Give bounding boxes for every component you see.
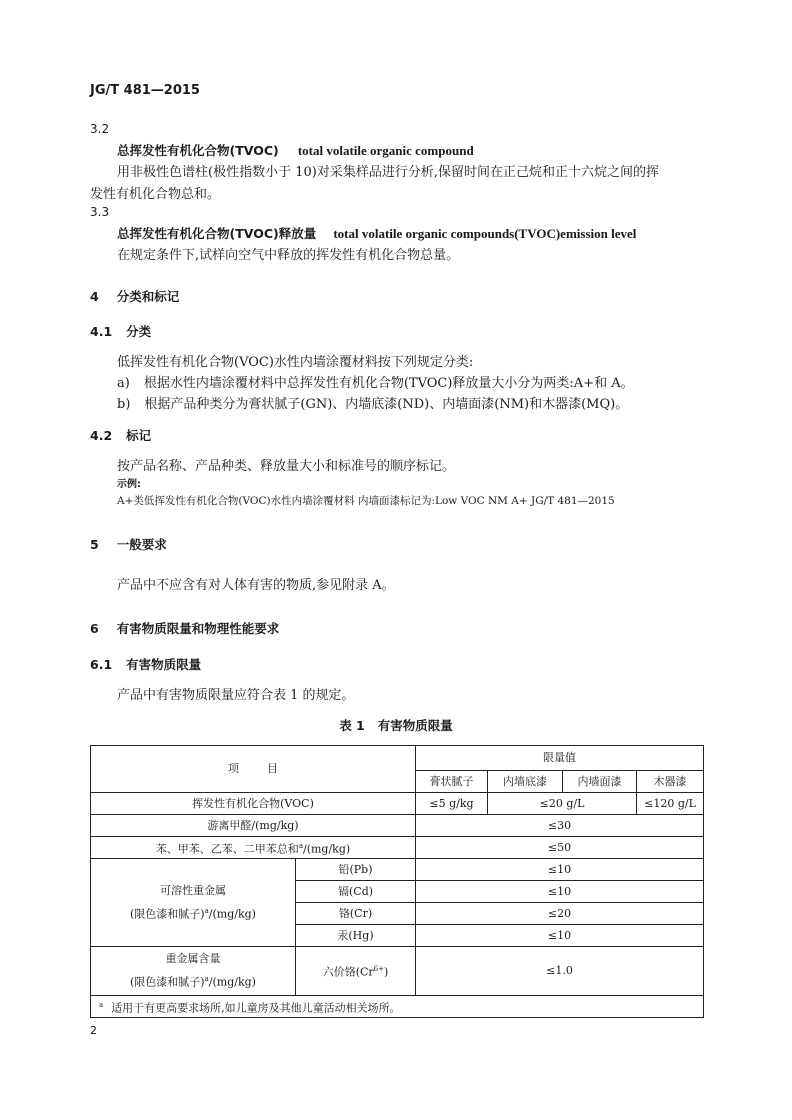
section-6-heading [90,619,279,637]
section-number: 4.1 [90,324,113,339]
formaldehyde-value: ≤30 [416,815,704,837]
cr-label: 铬(Cr) [296,903,416,925]
standard-number: JG/T 481—2015 [90,83,200,98]
hg-label: 汞(Hg) [296,925,416,947]
section-title: 分类和标记 [116,289,180,304]
list-text: 根据产品种类分为膏状腻子(GN)、内墙底漆(ND)、内墙面漆(NM)和木器漆(MQ)。 [144,397,629,412]
example-label: 示例: [117,479,141,490]
pb-value: ≤10 [416,859,704,881]
section-number: 5 [90,537,99,552]
table-row [91,947,704,996]
section-title: 分类 [126,324,152,339]
section-number: 6.1 [90,657,113,672]
list-marker: b) [117,397,131,412]
voc-gn-value: ≤5 g/kg [416,793,488,815]
section-4-2-heading [90,426,151,444]
table-row [91,859,704,881]
classification-item-b [117,393,628,412]
col-mq: 木器漆 [637,771,704,793]
benzene-value: ≤50 [416,837,704,859]
clause-3-2-term [117,140,474,159]
clause-3-2-definition-line2: 发性有机化合物总和。 [90,187,221,202]
clause-3-3-definition: 在规定条件下,试样向空气中释放的挥发性有机化合物总量。 [117,248,460,263]
cr6-label: 六价铬$(Cr^{6+})$ [296,947,416,996]
table-row [91,815,704,837]
header-item: 项 目 [91,746,416,793]
clause-3-3-term [117,223,636,242]
section-number: 4.2 [90,428,113,443]
section-number: 6 [90,621,99,636]
soluble-heavy-metal-label: 可溶性重金属 (限色漆和腻子)$^a$/(mg/kg) [91,859,296,947]
classification-intro: 低挥发性有机化合物(VOC)水性内墙涂覆材料按下列规定分类: [117,355,474,370]
col-nm: 内墙面漆 [563,771,637,793]
voc-mq-value: ≤120 g/L [637,793,704,815]
heavy-metal-content-label: 重金属含量 (限色漆和腻子)$^a$/(mg/kg) [91,947,296,996]
marking-text: 按产品名称、产品种类、释放量大小和标准号的顺序标记。 [117,459,456,474]
term-en: total volatile organic compounds(TVOC)emission level [333,226,637,241]
section-title: 一般要求 [116,537,167,552]
table-row [91,837,704,859]
section-title: 有害物质限量和物理性能要求 [116,621,280,636]
voc-nd-nm-value: ≤20 g/L [488,793,637,815]
voc-label: 挥发性有机化合物(VOC) [91,793,416,815]
clause-3-2-definition-line1: 用非极性色谱柱(极性指数小于 10)对采集样品进行分析,保留时间在正己烷和正十六烷之间的挥 [117,165,659,180]
cr6-value: ≤1.0 [416,947,704,996]
hg-value: ≤10 [416,925,704,947]
cd-label: 镉(Cd) [296,881,416,903]
section-4-1-heading [90,322,151,340]
term-en: total volatile organic compound [297,143,474,158]
classification-item-a [117,372,634,391]
formaldehyde-label: 游离甲醛/(mg/kg) [91,815,416,837]
table-row [91,793,704,815]
example-text: A+类低挥发性有机化合物(VOC)水性内墙涂覆材料 内墙面漆标记为:Low VOC NM A+ JG/T 481—2015 [117,495,615,507]
section-title: 有害物质限量 [126,657,202,672]
cd-value: ≤10 [416,881,704,903]
clause-3-2-number: 3.2 [90,122,110,136]
section-title: 标记 [126,428,152,443]
clause-3-3-number: 3.3 [90,205,110,219]
harmful-limit-text: 产品中有害物质限量应符合表 1 的规定。 [117,688,355,703]
header-limit: 限量值 [416,746,704,771]
term-cn: 总挥发性有机化合物(TVOC) [117,143,279,158]
section-4-heading [90,287,179,305]
section-6-1-heading [90,655,201,673]
col-gn: 膏状腻子 [416,771,488,793]
cr-value: ≤20 [416,903,704,925]
col-nd: 内墙底漆 [488,771,563,793]
benzene-label: 苯、甲苯、乙苯、二甲苯总和$^a$/(mg/kg) [91,837,416,859]
list-text: 根据水性内墙涂覆材料中总挥发性有机化合物(TVOC)释放量大小分为两类:A+和 A。 [143,376,634,391]
table-footnote-row [91,996,704,1018]
harmful-substance-table [90,745,704,1018]
page-number: 2 [90,1024,97,1037]
term-cn: 总挥发性有机化合物(TVOC)释放量 [117,226,317,241]
section-5-heading [90,535,167,553]
general-requirement-text: 产品中不应含有对人体有害的物质,参见附录 A。 [117,578,395,593]
section-number: 4 [90,289,99,304]
table-caption: 表 1 有害物质限量 [339,718,453,733]
list-marker: a) [117,376,130,391]
pb-label: 铅(Pb) [296,859,416,881]
table-footnote: $^a$ 适用于有更高要求场所,如儿童房及其他儿童活动相关场所。 [91,996,704,1018]
